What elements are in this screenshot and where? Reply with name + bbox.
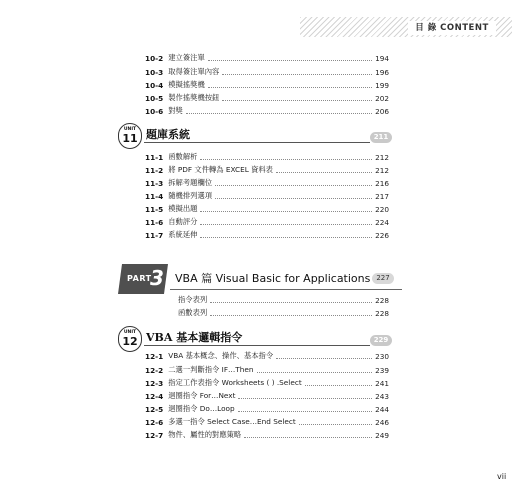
part-title: VBA 篇 Visual Basic for Applications (175, 272, 371, 285)
unit-heading[interactable] (118, 127, 392, 147)
part-rule (170, 289, 402, 290)
toc-entry[interactable]: 12-4 迴圈指令 For…Next 243 (145, 391, 389, 401)
toc-entry[interactable]: 12-6 多選一指令 Select Case…End Select 246 (145, 417, 389, 427)
toc-entry[interactable]: 12-5 迴圈指令 Do…Loop 244 (145, 404, 389, 414)
unit-title: VBA 基本邏輯指令 (146, 331, 243, 344)
unit-rule (144, 142, 370, 143)
toc-entry[interactable]: 指令表列 228 (178, 295, 389, 305)
part-number: 3 (150, 266, 164, 290)
page-number: vii (497, 472, 507, 481)
part-heading[interactable] (118, 264, 402, 294)
toc-entry[interactable]: 11-4 隨機排列選項 217 (145, 191, 389, 201)
unit-badge: UNIT 12 (118, 326, 142, 352)
toc-entry[interactable]: 函數表列 228 (178, 308, 389, 318)
header-label: 目 錄 CONTENT (408, 21, 496, 35)
toc-entry[interactable]: 10-6 對獎 206 (145, 106, 389, 116)
part-page-pill: 227 (372, 273, 394, 284)
toc-entry[interactable]: 10-4 模擬搖獎機 199 (145, 80, 389, 90)
unit-title: 題庫系統 (146, 128, 190, 141)
unit-page-pill: 229 (370, 335, 392, 346)
toc-entry[interactable]: 11-2 將 PDF 文件轉為 EXCEL 資料表 212 (145, 165, 389, 175)
toc-entry[interactable]: 12-3 指定工作表指令 Worksheets ( ) .Select 241 (145, 378, 389, 388)
toc-entry[interactable]: 10-3 取得簽注單內容 196 (145, 67, 389, 77)
toc-entry[interactable]: 10-5 製作搖獎機按鈕 202 (145, 93, 389, 103)
toc-entry[interactable]: 12-2 二選一判斷指令 IF…Then 239 (145, 365, 389, 375)
unit-badge: UNIT 11 (118, 123, 142, 149)
unit-heading[interactable] (118, 330, 392, 350)
toc-entry[interactable]: 10-2 建立簽注單 194 (145, 53, 389, 63)
unit-rule (144, 345, 370, 346)
toc-entry[interactable]: 11-5 模擬出題 220 (145, 204, 389, 214)
toc-entry[interactable]: 11-3 拆解考題欄位 216 (145, 178, 389, 188)
part-label: PART (127, 274, 152, 283)
toc-entry[interactable]: 12-7 物件、屬性的對應策略 249 (145, 430, 389, 440)
toc-entry[interactable]: 12-1 VBA 基本概念、操作、基本指令 230 (145, 351, 389, 361)
toc-entry[interactable]: 11-7 系統延伸 226 (145, 230, 389, 240)
unit-page-pill: 211 (370, 132, 392, 143)
toc-entry[interactable]: 11-1 函數解析 212 (145, 152, 389, 162)
toc-entry[interactable]: 11-6 自動評分 224 (145, 217, 389, 227)
